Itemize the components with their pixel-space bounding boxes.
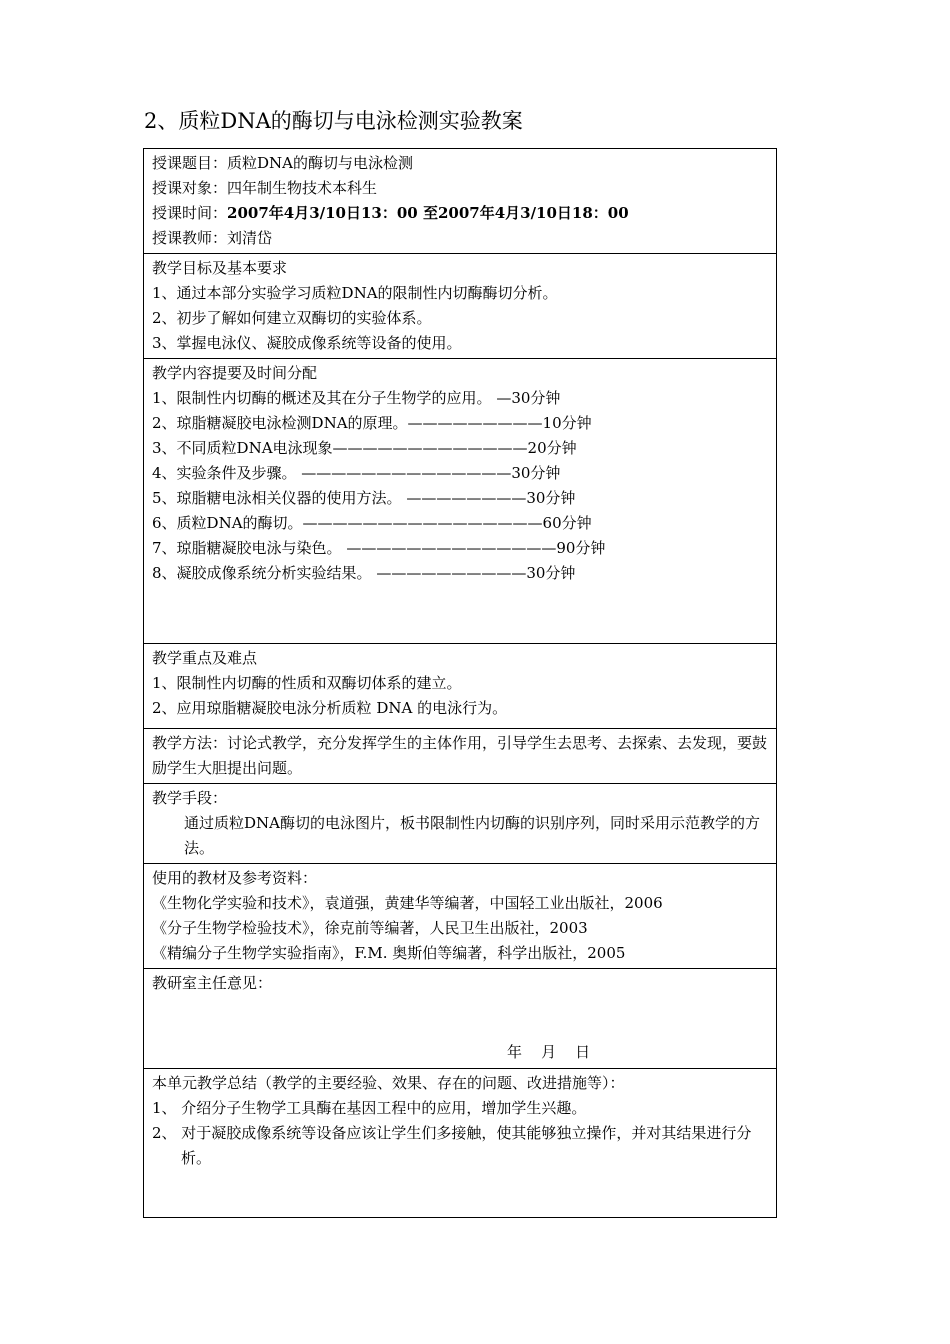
content-item: 1、限制性内切酶的概述及其在分子生物学的应用。 —30分钟 — [152, 389, 561, 407]
goals-row — [144, 254, 777, 359]
goals-cell — [144, 254, 777, 359]
director-opinion-row — [144, 969, 777, 1069]
summary-heading: 本单元教学总结（教学的主要经验、效果、存在的问题、改进措施等）： — [152, 1074, 625, 1092]
goal-item: 3、掌握电泳仪、凝胶成像系统等设备的使用。 — [152, 334, 462, 352]
opinion-date-line: 年 月 日 — [507, 1043, 591, 1061]
key-points-heading: 教学重点及难点 — [152, 649, 258, 667]
reference-item: 《生物化学实验和技术》，袁道强，黄建华等编著，中国轻工业出版社，2006 — [152, 894, 663, 912]
director-opinion-heading: 教研室主任意见： — [152, 974, 273, 992]
key-point-item: 2、应用琼脂糖凝胶电泳分析质粒 DNA 的电泳行为。 — [152, 699, 508, 717]
materials-heading: 使用的教材及参考资料： — [152, 869, 318, 887]
reference-item: 《精编分子生物学实验指南》，F.M. 奥斯伯等编著，科学出版社，2005 — [152, 944, 626, 962]
content-heading: 教学内容提要及时间分配 — [152, 364, 318, 382]
content-item: 4、实验条件及步骤。 ——————————————30分钟 — [152, 464, 561, 482]
summary-row — [144, 1069, 777, 1218]
course-info-row — [144, 149, 777, 254]
content-item: 2、琼脂糖凝胶电泳检测DNA的原理。—————————10分钟 — [152, 414, 592, 432]
key-points-row — [144, 644, 777, 729]
method-row — [144, 729, 777, 784]
course-time-value: 2007年4月3/10日13：00 至2007年4月3/10日18：00 — [227, 204, 629, 222]
key-point-item: 1、限制性内切酶的性质和双酶切体系的建立。 — [152, 674, 462, 692]
materials-cell — [144, 864, 777, 969]
director-opinion-cell — [144, 969, 777, 1069]
reference-item: 《分子生物学检验技术》，徐克前等编著，人民卫生出版社，2003 — [152, 919, 588, 937]
key-points-cell — [144, 644, 777, 729]
content-item: 6、质粒DNA的酶切。————————————————60分钟 — [152, 514, 592, 532]
content-item: 5、琼脂糖电泳相关仪器的使用方法。 ————————30分钟 — [152, 489, 576, 507]
summary-cell — [144, 1069, 777, 1218]
lesson-plan-table — [143, 148, 777, 1218]
method-text: 教学方法：讨论式教学，充分发挥学生的主体作用，引导学生去思考、去探索、去发现，要鼓励学生大胆提出问题。 — [152, 734, 768, 777]
content-item: 3、不同质粒DNA电泳现象—————————————20分钟 — [152, 439, 577, 457]
means-text: 通过质粒DNA酶切的电泳图片，板书限制性内切酶的识别序列，同时采用示范教学的方法。 — [184, 814, 760, 857]
content-item: 8、凝胶成像系统分析实验结果。 ——————————30分钟 — [152, 564, 576, 582]
course-topic: 授课题目：质粒DNA的酶切与电泳检测 — [152, 154, 413, 172]
summary-item: 1、 介绍分子生物学工具酶在基因工程中的应用，增加学生兴趣。 — [152, 1099, 587, 1117]
goal-item: 1、通过本部分实验学习质粒DNA的限制性内切酶酶切分析。 — [152, 284, 558, 302]
method-cell — [144, 729, 777, 784]
opinion-blank-space — [152, 996, 768, 1040]
course-audience: 授课对象：四年制生物技术本科生 — [152, 179, 378, 197]
goals-heading: 教学目标及基本要求 — [152, 259, 288, 277]
course-info-cell — [144, 149, 777, 254]
means-row — [144, 784, 777, 864]
document-title: 2、质粒DNA的酶切与电泳检测实验教案 — [144, 109, 523, 133]
materials-row — [144, 864, 777, 969]
course-teacher: 授课教师：刘清岱 — [152, 229, 273, 247]
course-time-label: 授课时间： — [152, 204, 228, 222]
content-item: 7、琼脂糖凝胶电泳与染色。 ——————————————90分钟 — [152, 539, 606, 557]
content-row — [144, 359, 777, 644]
goal-item: 2、初步了解如何建立双酶切的实验体系。 — [152, 309, 432, 327]
course-time — [152, 201, 768, 226]
means-cell — [144, 784, 777, 864]
content-cell — [144, 359, 777, 644]
means-heading: 教学手段： — [152, 789, 228, 807]
summary-item: 2、 对于凝胶成像系统等设备应该让学生们多接触，使其能够独立操作，并对其结果进行分析。 — [152, 1124, 752, 1167]
